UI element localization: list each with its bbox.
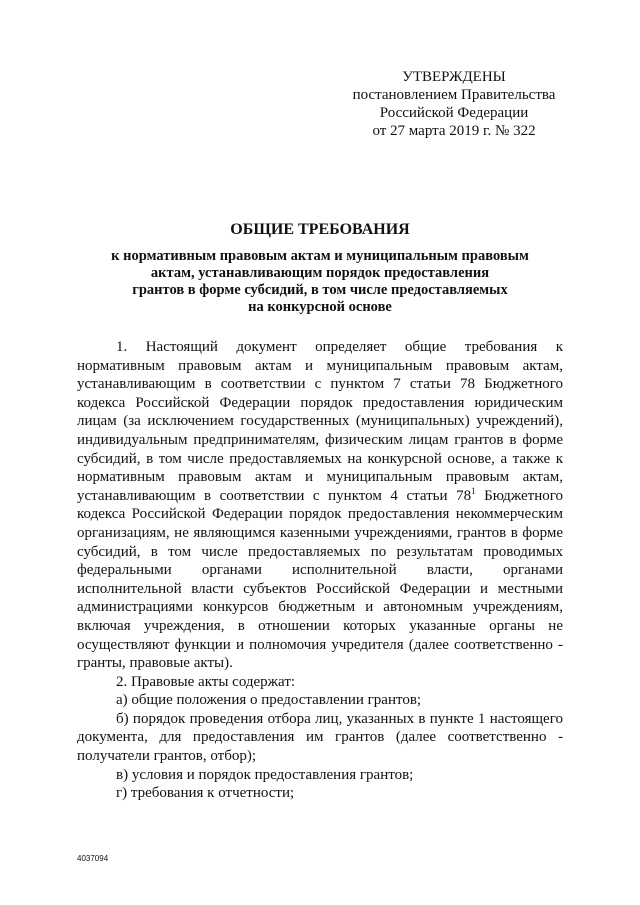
approval-line-federation: Российской Федерации: [379, 105, 529, 121]
document-subtitle: [60, 248, 580, 316]
approval-line-decree: постановлением Правительства: [352, 87, 556, 103]
subtitle-line-4: на конкурсной основе: [248, 299, 392, 315]
document-title-block: [60, 220, 580, 316]
paragraph-item-b: б) порядок проведения отбора лиц, указанных в пункте 1 настоящего документа, для предоставления им грантов (далее соответственно - получатели грантов, отбор);: [77, 710, 563, 765]
subtitle-line-2: актам, устанавливающим порядок предоставления: [150, 265, 490, 281]
subtitle-line-1: к нормативным правовым актам и муниципальным правовым: [111, 248, 529, 264]
paragraph-1: [77, 338, 563, 673]
approval-stamp: [320, 68, 588, 140]
approval-heading: УТВЕРЖДЕНЫ: [402, 69, 506, 85]
paragraph-1-text-b: Бюджетного кодекса Российской Федерации порядок предоставления некоммерческим организациям, не являющимся казенными учреждениями, грантов в форме субсидий, в том числе предоставляемых по результатам проводимых федеральными органами исполнительной власти, органами исполнительной власти субъектов Российской Федерации и местными администрациями конкурсов бюджетным и автономным учреждениям, включая учреждения, в отношении которых указанные органы не осуществляют функции и полномочия учредителя (далее соответственно - гранты, правовые акты).: [77, 487, 563, 672]
subtitle-line-3: грантов в форме субсидий, в том числе предоставляемых: [132, 282, 508, 298]
article-superscript: 1: [471, 485, 476, 496]
paragraph-item-g: г) требования к отчетности;: [116, 785, 295, 802]
paragraph-item-v: в) условия и порядок предоставления грантов;: [116, 766, 414, 783]
document-body: [77, 338, 563, 803]
document-title: ОБЩИЕ ТРЕБОВАНИЯ: [230, 221, 410, 238]
paragraph-item-a: а) общие положения о предоставлении грантов;: [116, 692, 422, 709]
approval-line-date: от 27 марта 2019 г. № 322: [372, 123, 536, 139]
document-code: 4037094: [77, 854, 109, 863]
paragraph-2: 2. Правовые акты содержат:: [116, 673, 296, 690]
paragraph-1-text-a: 1. Настоящий документ определяет общие требования к нормативным правовым актам и муниципальным правовым актам, устанавливающим в соответствии с пунктом 7 статьи 78 Бюджетного кодекса Российской Федерации порядок предоставления юридическим лицам (за исключением государственных (муниципальных) учреждений), индивидуальным предпринимателям, физическим лицам грантов в форме субсидий, в том числе предоставляемых на конкурсной основе, а также к нормативным правовым актам и муниципальным правовым актам, устанавливающим в соответствии с пунктом 4 статьи 78: [77, 339, 563, 504]
